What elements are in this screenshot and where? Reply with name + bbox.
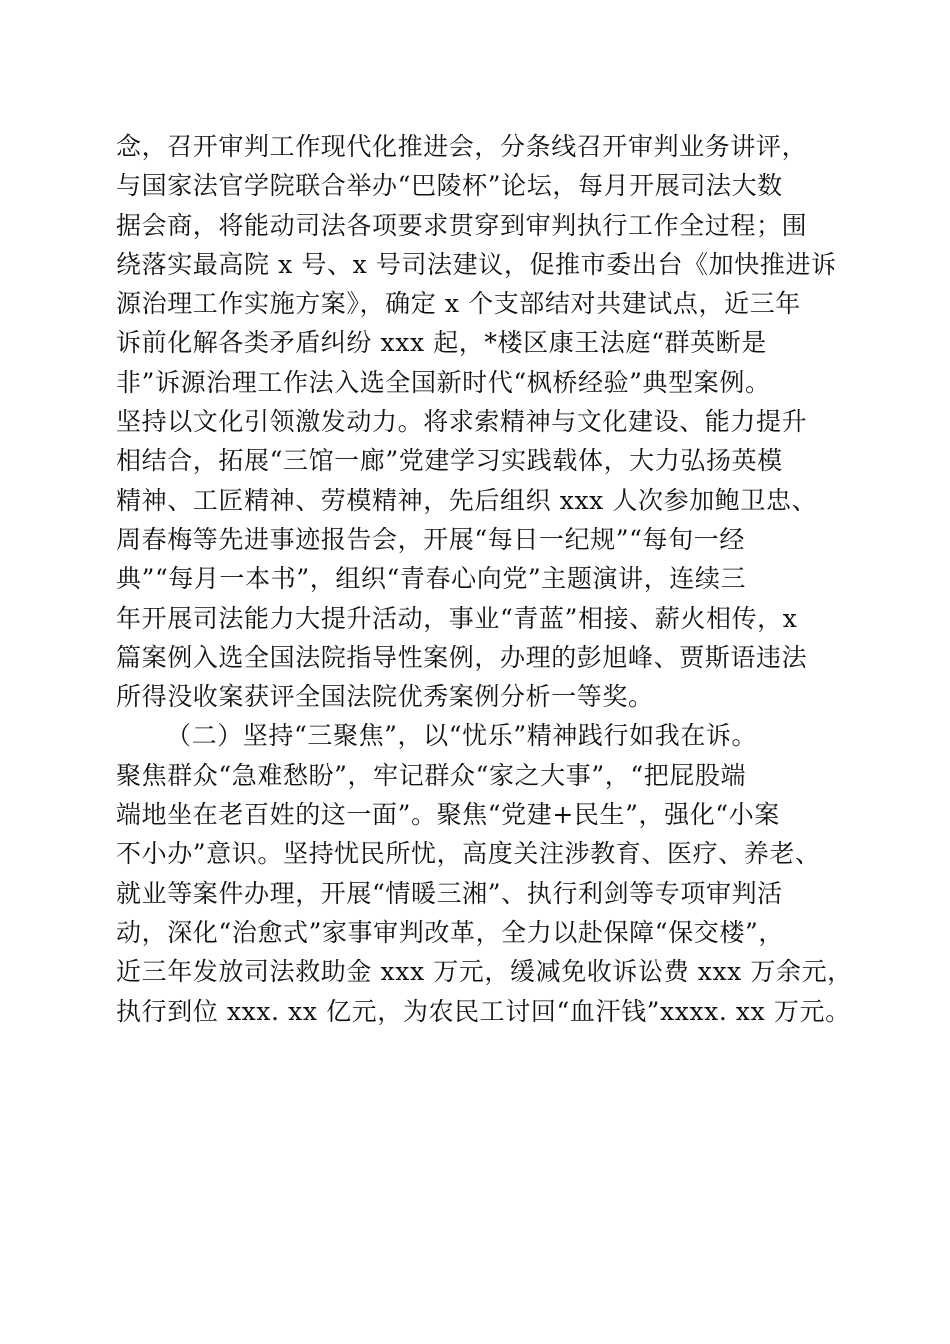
text-line-19: 不小办”意识。坚持忧民所忧，高度关注涉教育、医疗、养老、 — [116, 839, 821, 869]
text-line-5: 源治理工作实施方案》，确定 x 个支部结对共建试点，近三年 — [116, 289, 801, 319]
text-line-23: 执行到位 xxx. xx 亿元，为农民工讨回“血汗钱”xxxx. xx 万元。 — [116, 996, 851, 1026]
text-line-2: 与国家法官学院联合举办“巴陵杯”论坛，每月开展司法大数 — [116, 171, 783, 201]
text-line-12: 典”“每月一本书”，组织“青春心向党”主题演讲，连续三 — [116, 564, 747, 594]
text-line-22: 近三年发放司法救助金 xxx 万元，缓减免收诉讼费 xxx 万余元， — [116, 957, 853, 987]
section-heading: （二）坚持“三聚焦”，以“忧乐”精神践行如我在诉。 — [166, 721, 758, 751]
text-line-18: 端地坐在老百姓的这一面”。聚焦“党建+民生”，强化“小案 — [116, 800, 780, 830]
text-line-15: 所得没收案获评全国法院优秀案例分析一等奖。 — [116, 682, 654, 712]
text-line-4: 绕落实最高院 x 号、x 号司法建议，促推市委出台《加快推进诉 — [116, 249, 837, 279]
text-line-11: 周春梅等先进事迹报告会，开展“每日一纪规”“每旬一经 — [116, 524, 745, 554]
text-line-17: 聚焦群众“急难愁盼”，牢记群众“家之大事”，“把屁股端 — [116, 760, 747, 790]
text-line-3: 据会商，将能动司法各项要求贯穿到审判执行工作全过程；围 — [116, 210, 808, 240]
text-line-7: 非”诉源治理工作法入选全国新时代“枫桥经验”典型案例。 — [116, 367, 771, 397]
text-line-8: 坚持以文化引领激发动力。将求索精神与文化建设、能力提升 — [116, 407, 808, 437]
text-line-9: 相结合，拓展“三馆一廊”党建学习实践载体，大力弘扬英模 — [116, 446, 783, 476]
text-line-14: 篇案例入选全国法院指导性案例，办理的彭旭峰、贾斯语违法 — [116, 642, 808, 672]
text-line-6: 诉前化解各类矛盾纠纷 xxx 起，*楼区康王法庭“群英断是 — [116, 328, 767, 358]
body-text — [116, 127, 853, 1031]
text-line-10: 精神、工匠精神、劳模精神，先后组织 xxx 人次参加鲍卫忠、 — [116, 485, 818, 515]
text-line-1: 念，召开审判工作现代化推进会，分条线召开审判业务讲评， — [116, 132, 808, 161]
text-line-20: 就业等案件办理，开展“情暖三湘”、执行利剑等专项审判活 — [116, 878, 783, 908]
text-line-13: 年开展司法能力大提升活动，事业“青蓝”相接、薪火相传，x — [116, 603, 798, 633]
text-line-21: 动，深化“治愈式”家事审判改革，全力以赴保障“保交楼”， — [116, 917, 784, 947]
